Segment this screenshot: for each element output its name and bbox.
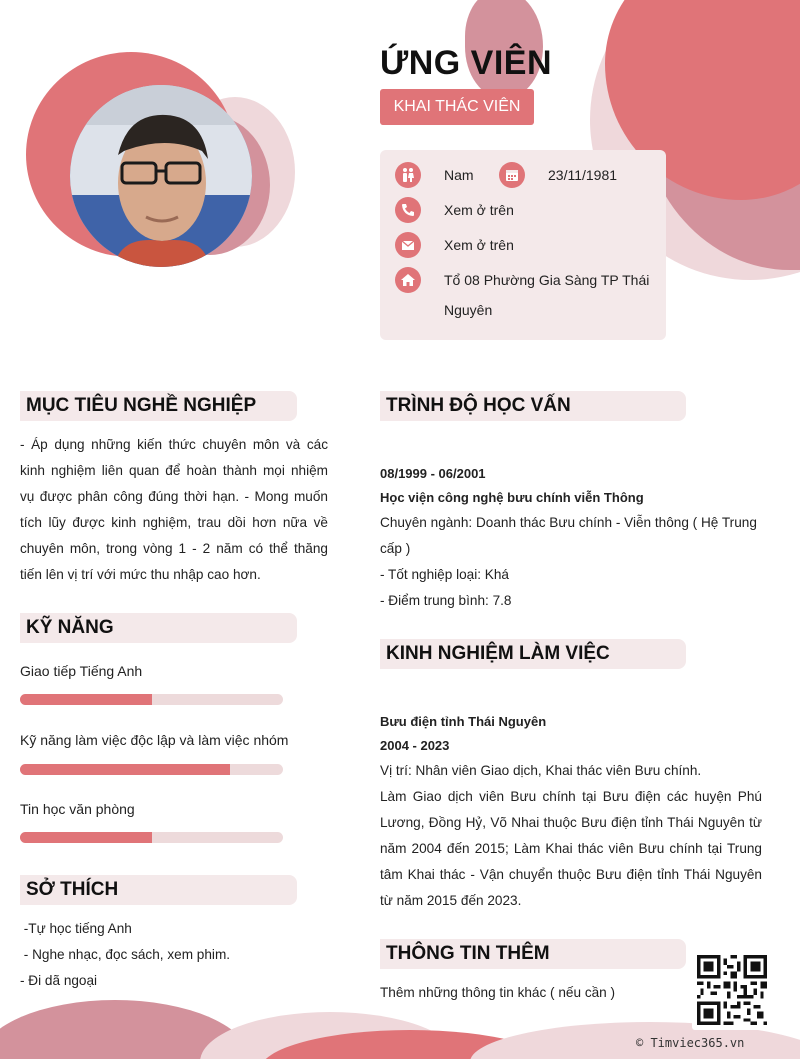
- footer-credit: © Timviec365.vn: [636, 1036, 745, 1050]
- skill-bar: [20, 764, 283, 775]
- skill-bar-fill: [20, 764, 230, 775]
- skill-bar: [20, 832, 283, 843]
- birthday-value: 23/11/1981: [548, 167, 618, 183]
- phone-value: Xem ở trên: [444, 202, 514, 218]
- objective-line: kinh nghiệm liên quan để hoàn thành mọi nhiệm: [20, 463, 328, 478]
- objective-line: vụ được phân công đúng thời hạn. - Mong muốn: [20, 489, 328, 504]
- experience-line: tâm Khai thác - Vận chuyển thuộc Bưu điện tỉnh Thái Nguyên: [380, 867, 762, 882]
- education-major-line2: cấp ): [380, 541, 411, 556]
- hobby-item: - Nghe nhạc, đọc sách, xem phim.: [20, 947, 231, 962]
- section-title-extra: THÔNG TIN THÊM: [380, 939, 686, 969]
- objective-line: - Áp dụng những kiến thức chuyên môn và các: [20, 437, 328, 452]
- section-title-experience: KINH NGHIỆM LÀM VIỆC: [380, 639, 686, 669]
- phone-icon: [395, 197, 421, 223]
- experience-line: năm 2004 đến 2015; Làm Khai thác viên Bưu chính tại Trung: [380, 841, 762, 856]
- experience-line: Lương, Đồng Hỷ, Võ Nhai thuộc Bưu điện tỉnh Thái Nguyên từ: [380, 815, 762, 830]
- skill-label: Kỹ năng làm việc độc lập và làm việc nhóm: [20, 732, 289, 748]
- education-period: 08/1999 - 06/2001: [380, 466, 486, 481]
- email-icon: [395, 232, 421, 258]
- address-value-line1: Tổ 08 Phường Gia Sàng TP Thái: [444, 272, 650, 288]
- hobby-item: -Tự học tiếng Anh: [20, 921, 132, 936]
- skill-bar-fill: [20, 694, 152, 705]
- section-title-education: TRÌNH ĐỘ HỌC VẤN: [380, 391, 686, 421]
- experience-period: 2004 - 2023: [380, 738, 450, 753]
- qr-code: [692, 950, 772, 1030]
- objective-line: tiến lên vị trí với mức thu nhập cao hơn.: [20, 567, 261, 582]
- gender-value: Nam: [444, 167, 474, 183]
- skill-bar: [20, 694, 283, 705]
- skill-bar-fill: [20, 832, 152, 843]
- section-title-hobbies: SỞ THÍCH: [20, 875, 297, 905]
- experience-company: Bưu điện tỉnh Thái Nguyên: [380, 714, 547, 729]
- objective-line: chuyên môn, trong vòng 1 - 2 năm có thể thăng: [20, 541, 328, 556]
- candidate-name: ỨNG VIÊN: [380, 44, 553, 82]
- education-major-line1: Chuyên ngành: Doanh thác Bưu chính - Viễn thông ( Hệ Trung: [380, 515, 757, 530]
- skill-label: Tin học văn phòng: [20, 801, 135, 817]
- experience-position: Vị trí: Nhân viên Giao dịch, Khai thác viên Bưu chính.: [380, 763, 702, 778]
- skill-label: Giao tiếp Tiếng Anh: [20, 663, 143, 679]
- hobby-item: - Đi dã ngoại: [20, 973, 98, 988]
- avatar: [70, 85, 252, 267]
- job-title-badge: KHAI THÁC VIÊN: [380, 89, 534, 125]
- education-gpa: - Điểm trung bình: 7.8: [380, 593, 512, 608]
- address-value-line2: Nguyên: [444, 302, 493, 318]
- gender-icon: [395, 162, 421, 188]
- education-grade: - Tốt nghiệp loại: Khá: [380, 567, 509, 582]
- objective-line: tích lũy được kinh nghiệm, trau dồi hơn nữa về: [20, 515, 328, 530]
- extra-info-text: Thêm những thông tin khác ( nếu cần ): [380, 985, 616, 1000]
- section-title-objective: MỤC TIÊU NGHỀ NGHIỆP: [20, 391, 297, 421]
- section-title-skills: KỸ NĂNG: [20, 613, 297, 643]
- qr-code-image: [697, 955, 767, 1025]
- experience-line: từ năm 2015 đến 2023.: [380, 893, 522, 908]
- home-icon: [395, 267, 421, 293]
- contact-info-card: [380, 150, 666, 340]
- avatar-photo: [70, 85, 252, 267]
- education-school: Học viện công nghệ bưu chính viễn Thông: [380, 490, 644, 505]
- email-value: Xem ở trên: [444, 237, 514, 253]
- experience-line: Làm Giao dịch viên Bưu chính tại Bưu điện các huyện Phú: [380, 789, 762, 804]
- calendar-icon: [499, 162, 525, 188]
